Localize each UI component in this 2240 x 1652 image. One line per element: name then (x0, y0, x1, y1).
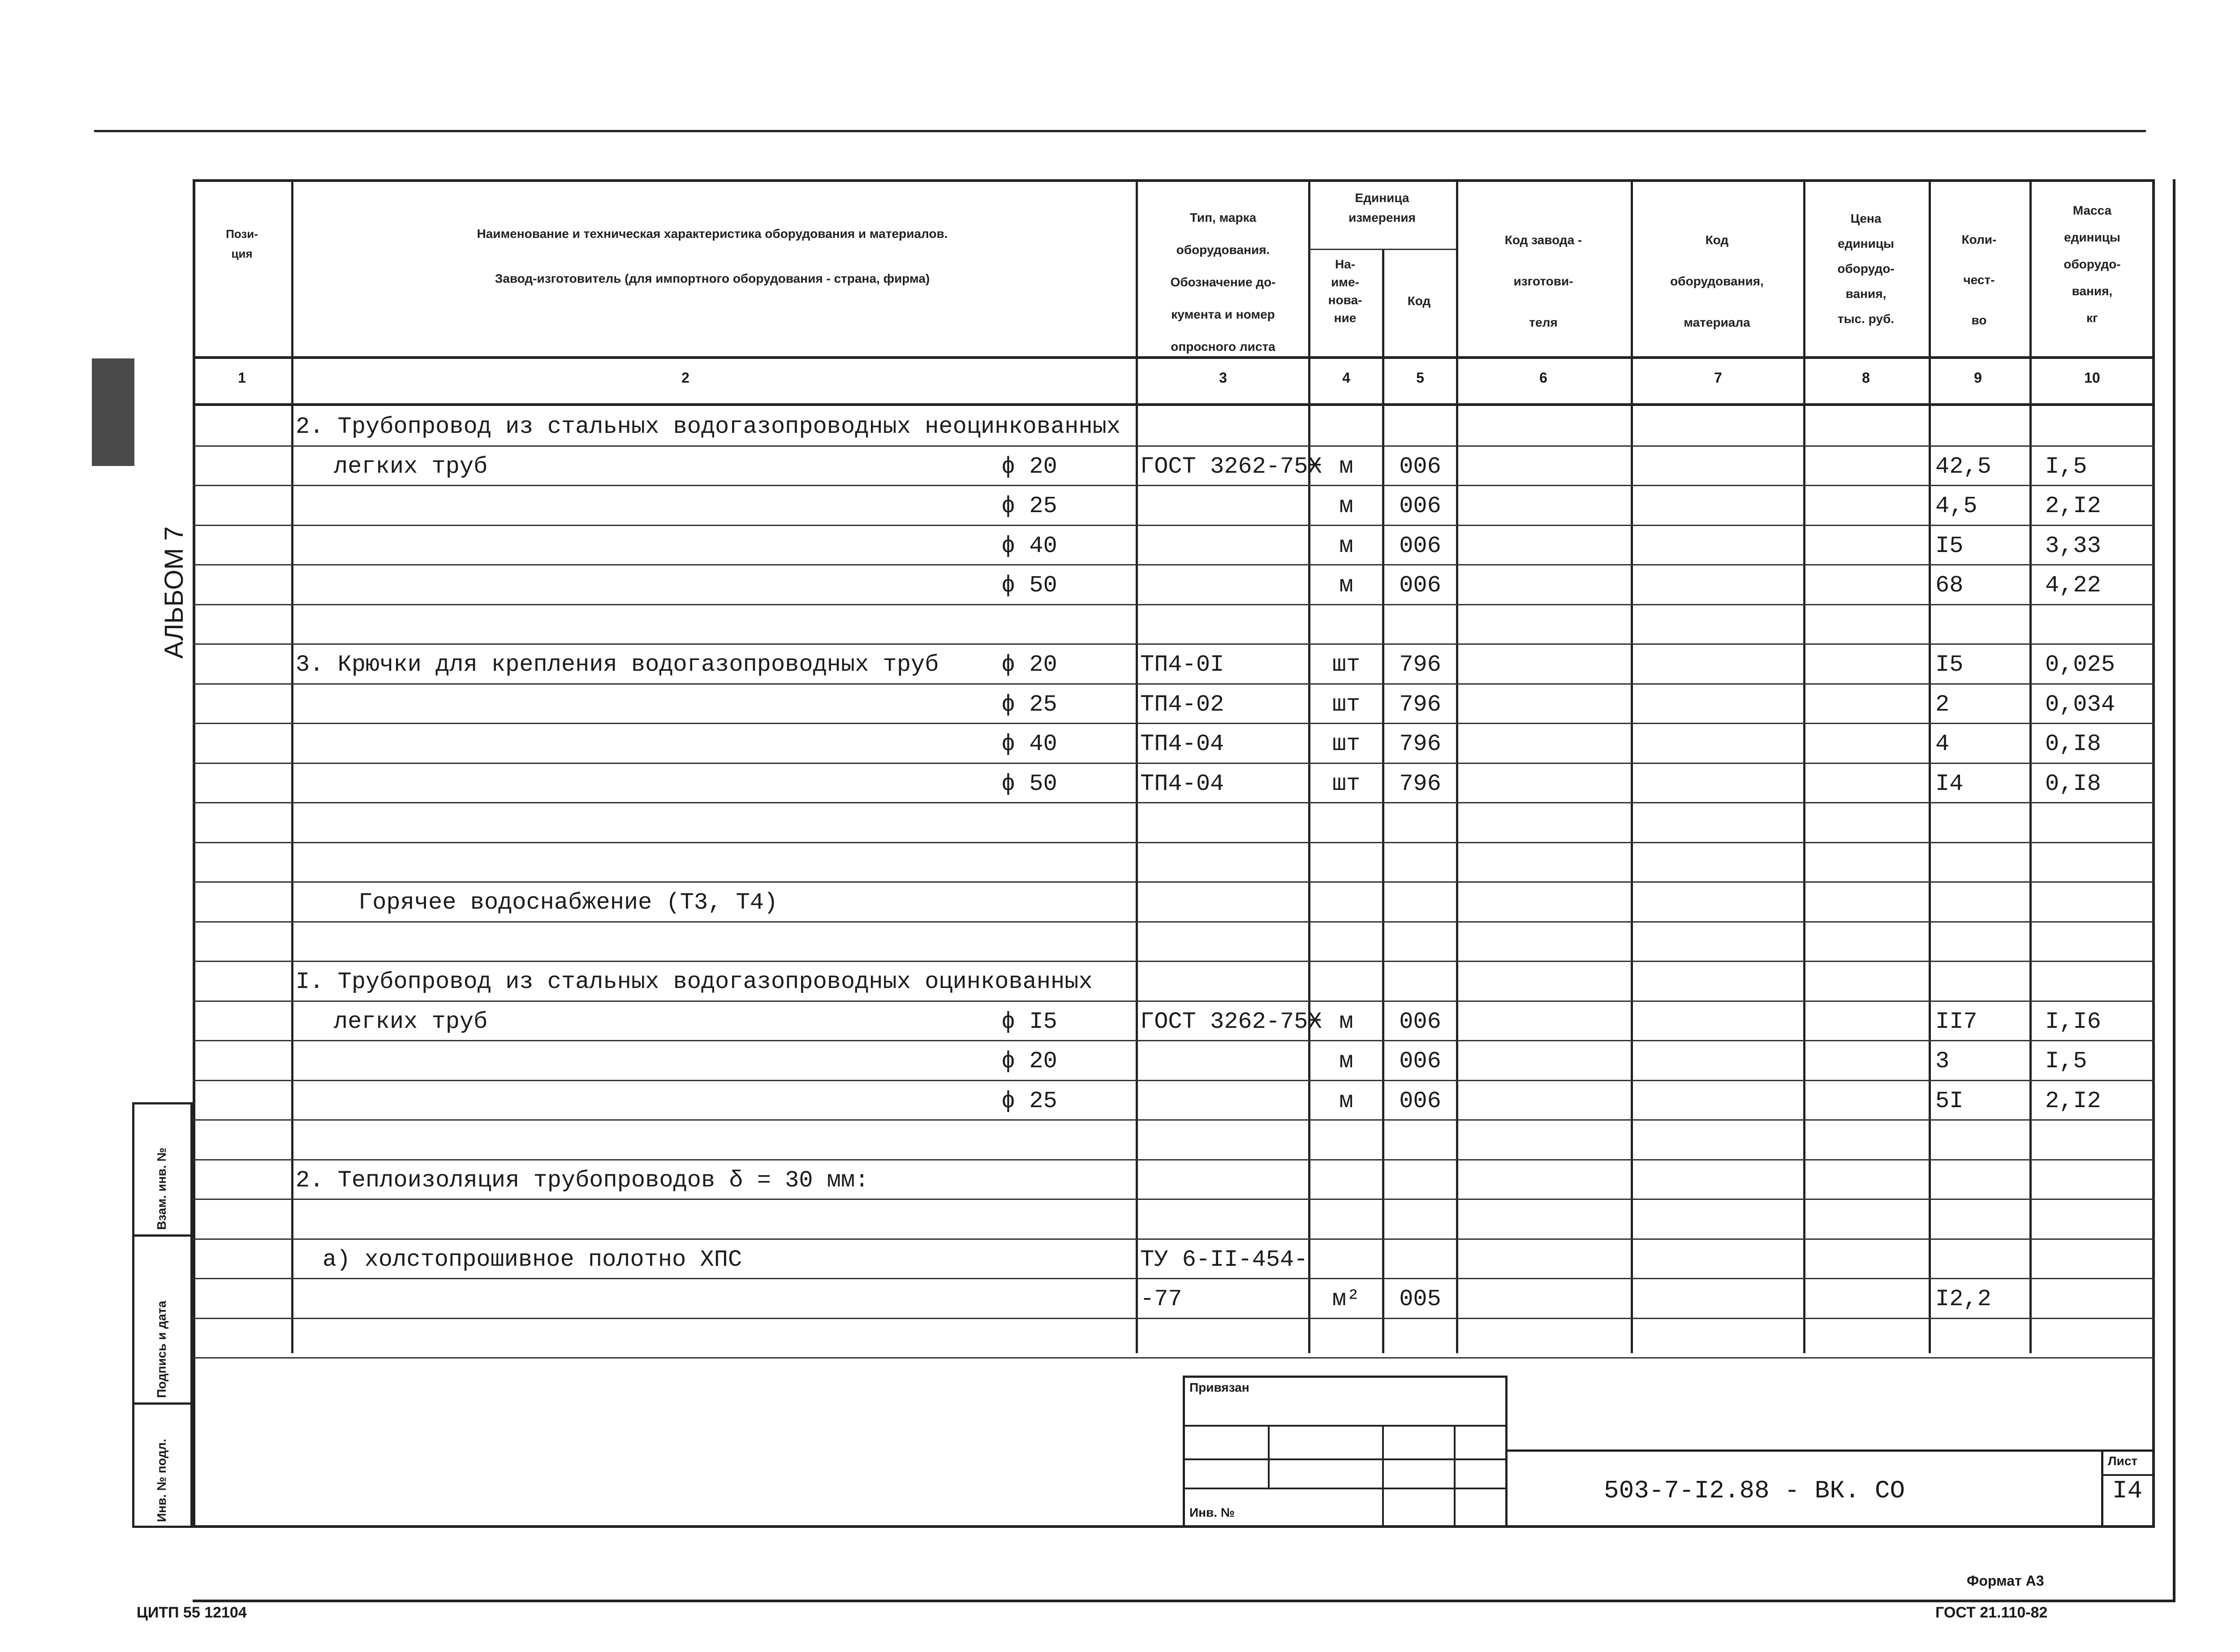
cell-type: ТП4-02 (1140, 691, 1224, 718)
cell-qty: 5I (1935, 1087, 1964, 1114)
header-col9: Коли- чест- во (1961, 233, 1997, 327)
cell-unit: м (1339, 1087, 1353, 1114)
col-divider (1631, 179, 1633, 1353)
row-line (193, 1357, 2155, 1359)
row-line (193, 564, 2155, 565)
side-box-vzam (132, 1102, 193, 1237)
cell-type: ТП4-0I (1140, 651, 1224, 678)
stamp-line (1185, 1458, 1505, 1460)
cell-name: I. Трубопровод из стальных водогазопроводных оцинкованных (296, 969, 1093, 995)
cell-unit: м² (1332, 1286, 1361, 1312)
row-line (193, 683, 2155, 685)
col-divider (1136, 179, 1138, 1353)
stamp-inv-label: Инв. № (1189, 1505, 1235, 1519)
cell-dia: ϕ I5 (1001, 1008, 1057, 1035)
colnum-bottom-line (193, 403, 2155, 406)
cell-qty: I5 (1935, 651, 1964, 678)
cell-type: ТУ 6-II-454- (1140, 1246, 1308, 1273)
col-divider (2029, 179, 2032, 1353)
stamp-line (1268, 1425, 1270, 1488)
cell-name: а) холстопрошивное полотно ХПС (323, 1246, 742, 1273)
title-block-line (1508, 1449, 2155, 1452)
cell-mass: 3,33 (2045, 532, 2101, 559)
cell-code: 005 (1399, 1286, 1441, 1312)
cell-dia: ϕ 25 (1001, 493, 1057, 519)
row-line (193, 1159, 2155, 1160)
cell-type: ГОСТ 3262-75Ӿ (1140, 1008, 1322, 1035)
row-line (193, 723, 2155, 724)
cell-mass: 0,025 (2045, 651, 2115, 678)
row-line (193, 445, 2155, 447)
row-line (193, 1238, 2155, 1240)
row-line (193, 1080, 2155, 1081)
colnum-4: 4 (1342, 370, 1350, 386)
stamp-line (1185, 1425, 1505, 1427)
stamp-line (1454, 1425, 1456, 1526)
col-divider (291, 179, 293, 1353)
colnum-10: 10 (2084, 370, 2100, 386)
row-line (193, 525, 2155, 526)
stamp-line (1382, 1425, 1384, 1526)
col-divider (1308, 179, 1310, 1353)
cell-unit: м (1339, 1048, 1353, 1074)
cell-dia: ϕ 25 (1001, 1087, 1057, 1114)
header-col1: Пози- ция (226, 227, 258, 260)
sheet-label: Лист (2108, 1454, 2138, 1468)
cell-qty: I5 (1935, 532, 1964, 559)
cell-unit: м (1339, 493, 1353, 519)
cell-dia: ϕ 40 (1001, 731, 1057, 757)
cell-dia: ϕ 40 (1001, 532, 1057, 559)
side-label-podpis: Подпись и дата (155, 1301, 168, 1398)
cell-dia: ϕ 50 (1001, 572, 1057, 599)
side-box-podpis (132, 1234, 193, 1405)
side-label-inv: Инв. № подл. (155, 1439, 168, 1522)
side-box-inv (132, 1402, 193, 1528)
cell-mass: I,5 (2045, 1048, 2087, 1074)
header-col8: Цена единицы оборудо- вания, тыс. руб. (1837, 211, 1895, 326)
cell-qty: I2,2 (1935, 1286, 1991, 1312)
row-line (193, 1318, 2155, 1319)
cell-code: 796 (1399, 731, 1441, 757)
colnum-2: 2 (681, 370, 689, 386)
cell-qty: 3 (1935, 1048, 1950, 1074)
cell-unit: м (1339, 453, 1353, 480)
cell-type: ТП4-04 (1140, 770, 1224, 797)
cell-code: 796 (1399, 691, 1441, 718)
cell-name: легких труб (334, 453, 488, 480)
footer-citp: ЦИТП 55 12104 (137, 1604, 247, 1621)
cell-mass: 0,I8 (2045, 731, 2101, 757)
row-line (193, 604, 2155, 605)
col-divider (1382, 249, 1384, 1353)
cell-code: 796 (1399, 651, 1441, 678)
header-col10: Масса единицы оборудо- вания, кг (2063, 203, 2121, 325)
row-line (193, 643, 2155, 645)
header-col2-line2: Завод-изготовитель (для импортного оборудования - страна, фирма) (495, 272, 930, 285)
colnum-9: 9 (1974, 370, 1982, 386)
cell-type: ТП4-04 (1140, 731, 1224, 757)
row-line (193, 1199, 2155, 1200)
sheet-number: I4 (2112, 1476, 2143, 1505)
cell-name: легких труб (334, 1008, 488, 1035)
unit-group-line (1308, 249, 1456, 250)
title-block-line (2101, 1449, 2103, 1528)
album-label: АЛЬБОМ 7 (159, 526, 189, 659)
cell-code: 796 (1399, 770, 1441, 797)
stamp-line (1185, 1488, 1505, 1489)
row-line (193, 961, 2155, 962)
cell-mass: 0,034 (2045, 691, 2115, 718)
cell-unit: шт (1332, 731, 1361, 757)
cell-type: ГОСТ 3262-75Ӿ (1140, 453, 1322, 480)
footer-format: Формат А3 (1967, 1573, 2044, 1589)
cell-mass: 2,I2 (2045, 1087, 2101, 1114)
row-line (193, 485, 2155, 486)
cell-qty: II7 (1935, 1008, 1977, 1035)
cell-qty: 4 (1935, 731, 1950, 757)
cell-qty: I4 (1935, 770, 1964, 797)
cell-unit: м (1339, 532, 1353, 559)
cell-name: 3. Крючки для крепления водогазопроводных труб (296, 651, 939, 678)
cell-code: 006 (1399, 1008, 1441, 1035)
colnum-8: 8 (1862, 370, 1870, 386)
cell-mass: 0,I8 (2045, 770, 2101, 797)
header-col3: Тип, марка оборудования. Обозначение до- кумента и номер опросного листа (1170, 211, 1276, 354)
footer-gost: ГОСТ 21.110-82 (1935, 1604, 2048, 1621)
privyazan-stamp (1183, 1376, 1508, 1528)
cell-qty: 4,5 (1935, 493, 1977, 519)
cell-mass: I,I6 (2045, 1008, 2101, 1035)
header-col6: Код завода - изготови- теля (1504, 233, 1582, 329)
cell-mass: 2,I2 (2045, 493, 2101, 519)
col-divider (1929, 179, 1931, 1353)
cell-code: 006 (1399, 453, 1441, 480)
colnum-6: 6 (1539, 370, 1547, 386)
cell-name: Горячее водоснабжение (Т3, Т4) (358, 889, 778, 916)
row-line (193, 842, 2155, 843)
col-divider (1456, 179, 1458, 1353)
header-col7: Код оборудования, материала (1670, 233, 1764, 329)
title-block-line (2101, 1474, 2155, 1476)
cell-dia: ϕ 50 (1001, 770, 1057, 797)
cell-code: 006 (1399, 532, 1441, 559)
cell-qty: 42,5 (1935, 453, 1991, 480)
colnum-1: 1 (238, 370, 246, 386)
col-divider (1803, 179, 1805, 1353)
cell-name: 2. Теплоизоляция трубопроводов δ = 30 мм: (296, 1167, 869, 1194)
header-col2-line1: Наименование и техническая характеристика оборудования и материалов. (477, 227, 948, 241)
row-line (193, 1119, 2155, 1121)
row-line (193, 881, 2155, 883)
cell-dia: ϕ 20 (1001, 651, 1057, 678)
cell-unit: шт (1332, 691, 1361, 718)
cell-name: 2. Трубопровод из стальных водогазопроводных неоцинкованных (296, 414, 1121, 440)
header-col4: На- име- нова- ние (1328, 257, 1362, 325)
colnum-3: 3 (1219, 370, 1227, 386)
cell-unit: м (1339, 1008, 1353, 1035)
side-label-vzam: Взам. инв. № (155, 1147, 168, 1230)
row-line (193, 1001, 2155, 1002)
cell-mass: 4,22 (2045, 572, 2101, 599)
cell-dia: ϕ 25 (1001, 691, 1057, 718)
cell-code: 006 (1399, 1048, 1441, 1074)
cell-qty: 68 (1935, 572, 1964, 599)
cell-dia: ϕ 20 (1001, 453, 1057, 480)
cell-code: 006 (1399, 1087, 1441, 1114)
document-code: 503-7-I2.88 - ВК. СО (1604, 1476, 1905, 1505)
top-border-line (94, 130, 2146, 132)
cell-unit: шт (1332, 651, 1361, 678)
cell-unit: шт (1332, 770, 1361, 797)
row-line (193, 1040, 2155, 1041)
header-col5: Код (1407, 294, 1431, 308)
row-line (193, 921, 2155, 923)
cell-mass: I,5 (2045, 453, 2087, 480)
row-line (193, 802, 2155, 803)
cell-dia: ϕ 20 (1001, 1048, 1057, 1074)
colnum-5: 5 (1416, 370, 1424, 386)
cell-code: 006 (1399, 572, 1441, 599)
privyazan-label: Привязан (1189, 1380, 1249, 1394)
cell-unit: м (1339, 572, 1353, 599)
scan-smudge (92, 358, 134, 466)
cell-qty: 2 (1935, 691, 1950, 718)
header-unit-group: Единица измерения (1348, 191, 1416, 224)
cell-code: 006 (1399, 493, 1441, 519)
row-line (193, 763, 2155, 764)
row-line (193, 1278, 2155, 1279)
cell-type: -77 (1140, 1286, 1182, 1312)
colnum-7: 7 (1714, 370, 1722, 386)
